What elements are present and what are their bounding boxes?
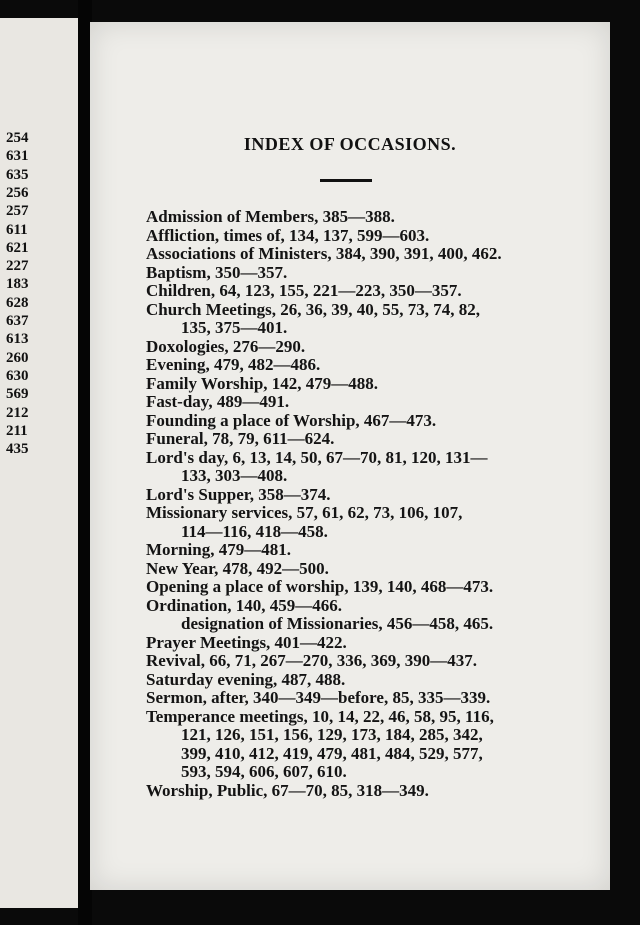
index-entry-continuation: 593, 594, 606, 607, 610. [181, 762, 347, 781]
index-entry: Missionary services, 57, 61, 62, 73, 106, 107, [146, 503, 463, 522]
index-entry-continuation: 135, 375—401. [181, 318, 288, 337]
index-entry-continuation: 133, 303—408. [181, 466, 288, 485]
index-entry: Lord's day, 6, 13, 14, 50, 67—70, 81, 120, 131— [146, 447, 488, 467]
index-entry: Saturday evening, 487, 488. [146, 669, 346, 689]
index-entry: Founding a place of Worship, 467—473. [146, 410, 437, 430]
facing-page-number: 227 [6, 258, 29, 275]
facing-page-number: 569 [6, 386, 29, 403]
index-entry: Fast-day, 489—491. [146, 392, 290, 411]
index-entry: Children, 64, 123, 155, 221—223, 350—357. [146, 281, 462, 300]
index-entry: Temperance meetings, 10, 14, 22, 46, 58, 95, 116, [146, 706, 494, 726]
index-entry: Worship, Public, 67—70, 85, 318—349. [146, 780, 429, 800]
facing-page-number: 628 [6, 294, 29, 311]
index-entry: Lord's Supper, 358—374. [146, 484, 331, 504]
index-entry: Opening a place of worship, 139, 140, 468—473. [146, 577, 494, 596]
facing-page-number: 631 [6, 148, 29, 165]
index-entry: Doxologies, 276—290. [146, 336, 306, 356]
index-entry: Baptism, 350—357. [146, 262, 288, 282]
index-entry: Revival, 66, 71, 267—270, 336, 369, 390—437. [146, 651, 478, 670]
index-page [90, 22, 610, 890]
facing-page-number: 630 [6, 367, 29, 384]
facing-page-strip [0, 18, 82, 908]
facing-page-number: 635 [6, 166, 29, 183]
facing-page-number: 260 [6, 349, 29, 366]
index-entry: Associations of Ministers, 384, 390, 391, 400, 462. [146, 244, 502, 263]
index-entry-continuation: designation of Missionaries, 456—458, 465. [181, 614, 494, 633]
index-entry: Affliction, times of, 134, 137, 599—603. [146, 225, 430, 245]
index-entry: Morning, 479—481. [146, 540, 291, 559]
facing-page-number: 257 [6, 203, 29, 220]
index-entry: Funeral, 78, 79, 611—624. [146, 429, 335, 448]
facing-page-number: 254 [6, 130, 29, 146]
index-entry: Evening, 479, 482—486. [146, 355, 321, 374]
index-entry-continuation: 121, 126, 151, 156, 129, 173, 184, 285, 342, [181, 725, 483, 744]
facing-page-number: 613 [6, 331, 29, 348]
index-entries [146, 208, 596, 800]
index-entry-continuation: 114—116, 418—458. [181, 521, 328, 541]
facing-page-number: 256 [6, 184, 29, 201]
facing-page-number: 212 [6, 404, 29, 421]
index-entry: Prayer Meetings, 401—422. [146, 632, 347, 652]
index-entry: Ordination, 140, 459—466. [146, 595, 342, 615]
index-entry: Admission of Members, 385—388. [146, 207, 395, 226]
page-title: INDEX OF OCCASIONS. [243, 134, 457, 154]
index-entry: Sermon, after, 340—349—before, 85, 335—339. [146, 688, 491, 707]
index-entry: Family Worship, 142, 479—488. [146, 373, 379, 393]
index-entry-continuation: 399, 410, 412, 419, 479, 481, 484, 529, 577, [181, 743, 483, 763]
index-entry: Church Meetings, 26, 36, 39, 40, 55, 73, 74, 82, [146, 299, 481, 319]
facing-page-number: 183 [6, 276, 29, 293]
facing-page-number: 637 [6, 313, 29, 329]
facing-page-number: 621 [6, 239, 29, 256]
facing-page-number: 211 [6, 422, 28, 439]
facing-page-number: 611 [6, 221, 28, 238]
facing-page-number: 435 [6, 441, 29, 458]
index-entry: New Year, 478, 492—500. [146, 558, 329, 578]
title-rule [320, 179, 372, 182]
